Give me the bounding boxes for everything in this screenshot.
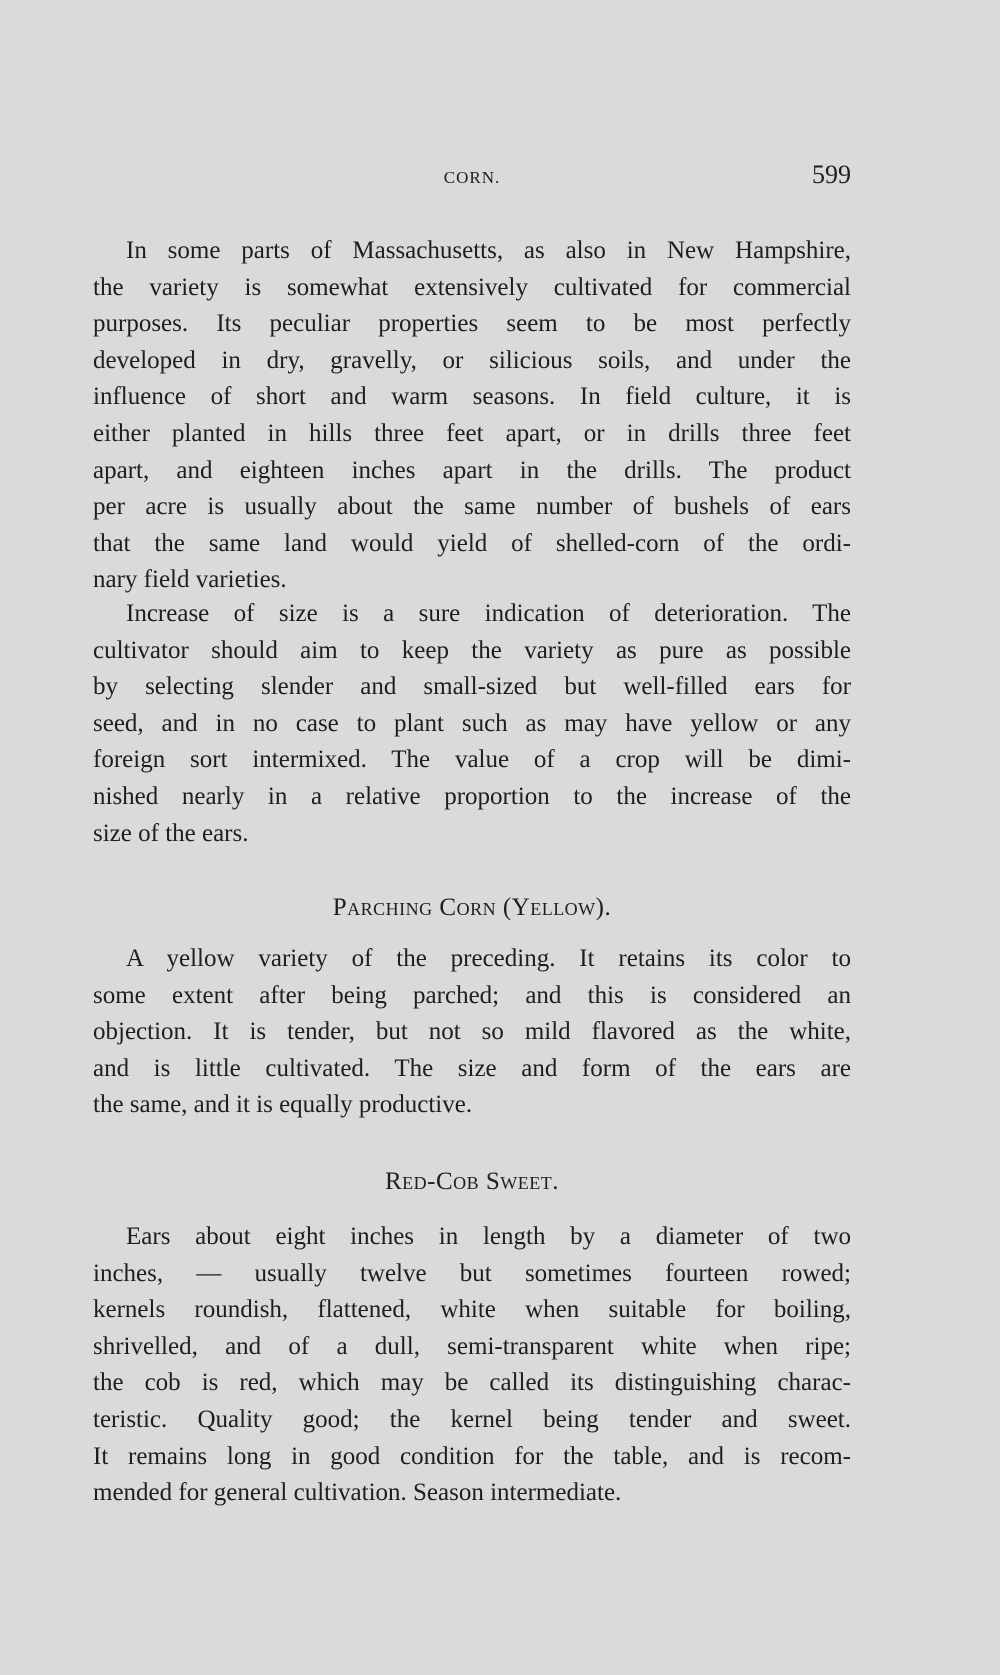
- paragraph-red-cob-sweet: [93, 1219, 851, 1512]
- section-heading-red-cob-sweet: Red-Cob Sweet.: [384, 1168, 560, 1195]
- text-line: teristic. Quality good; the kernel being tender and sweet.: [93, 1405, 851, 1433]
- paragraph-1: [93, 233, 851, 599]
- text-line: apart, and eighteen inches apart in the drills. The product: [93, 456, 851, 484]
- text-line: objection. It is tender, but not so mild flavored as the white,: [93, 1018, 851, 1046]
- page-header: [93, 160, 851, 190]
- text-line: foreign sort intermixed. The value of a crop will be dimi-: [93, 746, 851, 774]
- text-line: Increase of size is a sure indication of deterioration. The: [126, 600, 851, 627]
- text-line: by selecting slender and small-sized but well-filled ears for: [93, 673, 851, 701]
- text-line: mended for general cultivation. Season intermediate.: [93, 1479, 622, 1507]
- text-line: size of the ears.: [93, 819, 249, 847]
- text-line: some extent after being parched; and this is considered an: [93, 981, 851, 1009]
- text-line: In some parts of Massachusetts, as also in New Hampshire,: [126, 237, 851, 264]
- section-heading-parching-corn: Parching Corn (Yellow).: [332, 894, 612, 921]
- text-line: the variety is somewhat extensively cultivated for commercial: [93, 273, 851, 301]
- text-line: per acre is usually about the same number of bushels of ears: [93, 493, 851, 521]
- page-number: 599: [812, 160, 851, 189]
- text-line: seed, and in no case to plant such as may have yellow or any: [93, 709, 851, 737]
- paragraph-2: [93, 596, 851, 852]
- text-line: shrivelled, and of a dull, semi-transparent white when ripe;: [93, 1332, 851, 1360]
- text-line: inches, — usually twelve but sometimes fourteen rowed;: [93, 1259, 851, 1287]
- text-line: developed in dry, gravelly, or silicious soils, and under the: [93, 346, 851, 374]
- text-line: purposes. Its peculiar properties seem to be most perfectly: [93, 310, 851, 338]
- text-line: the same, and it is equally productive.: [93, 1091, 473, 1119]
- text-line: that the same land would yield of shelled-corn of the ordi-: [93, 529, 851, 557]
- text-line: nished nearly in a relative proportion to the increase of the: [93, 782, 851, 810]
- text-line: It remains long in good condition for the table, and is recom-: [93, 1442, 851, 1470]
- text-line: cultivator should aim to keep the variety as pure as possible: [93, 636, 851, 664]
- text-line: kernels roundish, flattened, white when suitable for boiling,: [93, 1296, 851, 1324]
- text-line: either planted in hills three feet apart, or in drills three feet: [93, 419, 851, 447]
- text-line: A yellow variety of the preceding. It retains its color to: [126, 945, 851, 972]
- text-line: and is little cultivated. The size and form of the ears are: [93, 1054, 851, 1082]
- text-line: influence of short and warm seasons. In field culture, it is: [93, 383, 851, 411]
- paragraph-parching-corn: [93, 941, 851, 1124]
- text-line: the cob is red, which may be called its distinguishing charac-: [93, 1369, 851, 1397]
- text-line: nary field varieties.: [93, 566, 287, 594]
- running-title: CORN.: [443, 168, 501, 187]
- text-line: Ears about eight inches in length by a diameter of two: [126, 1223, 851, 1250]
